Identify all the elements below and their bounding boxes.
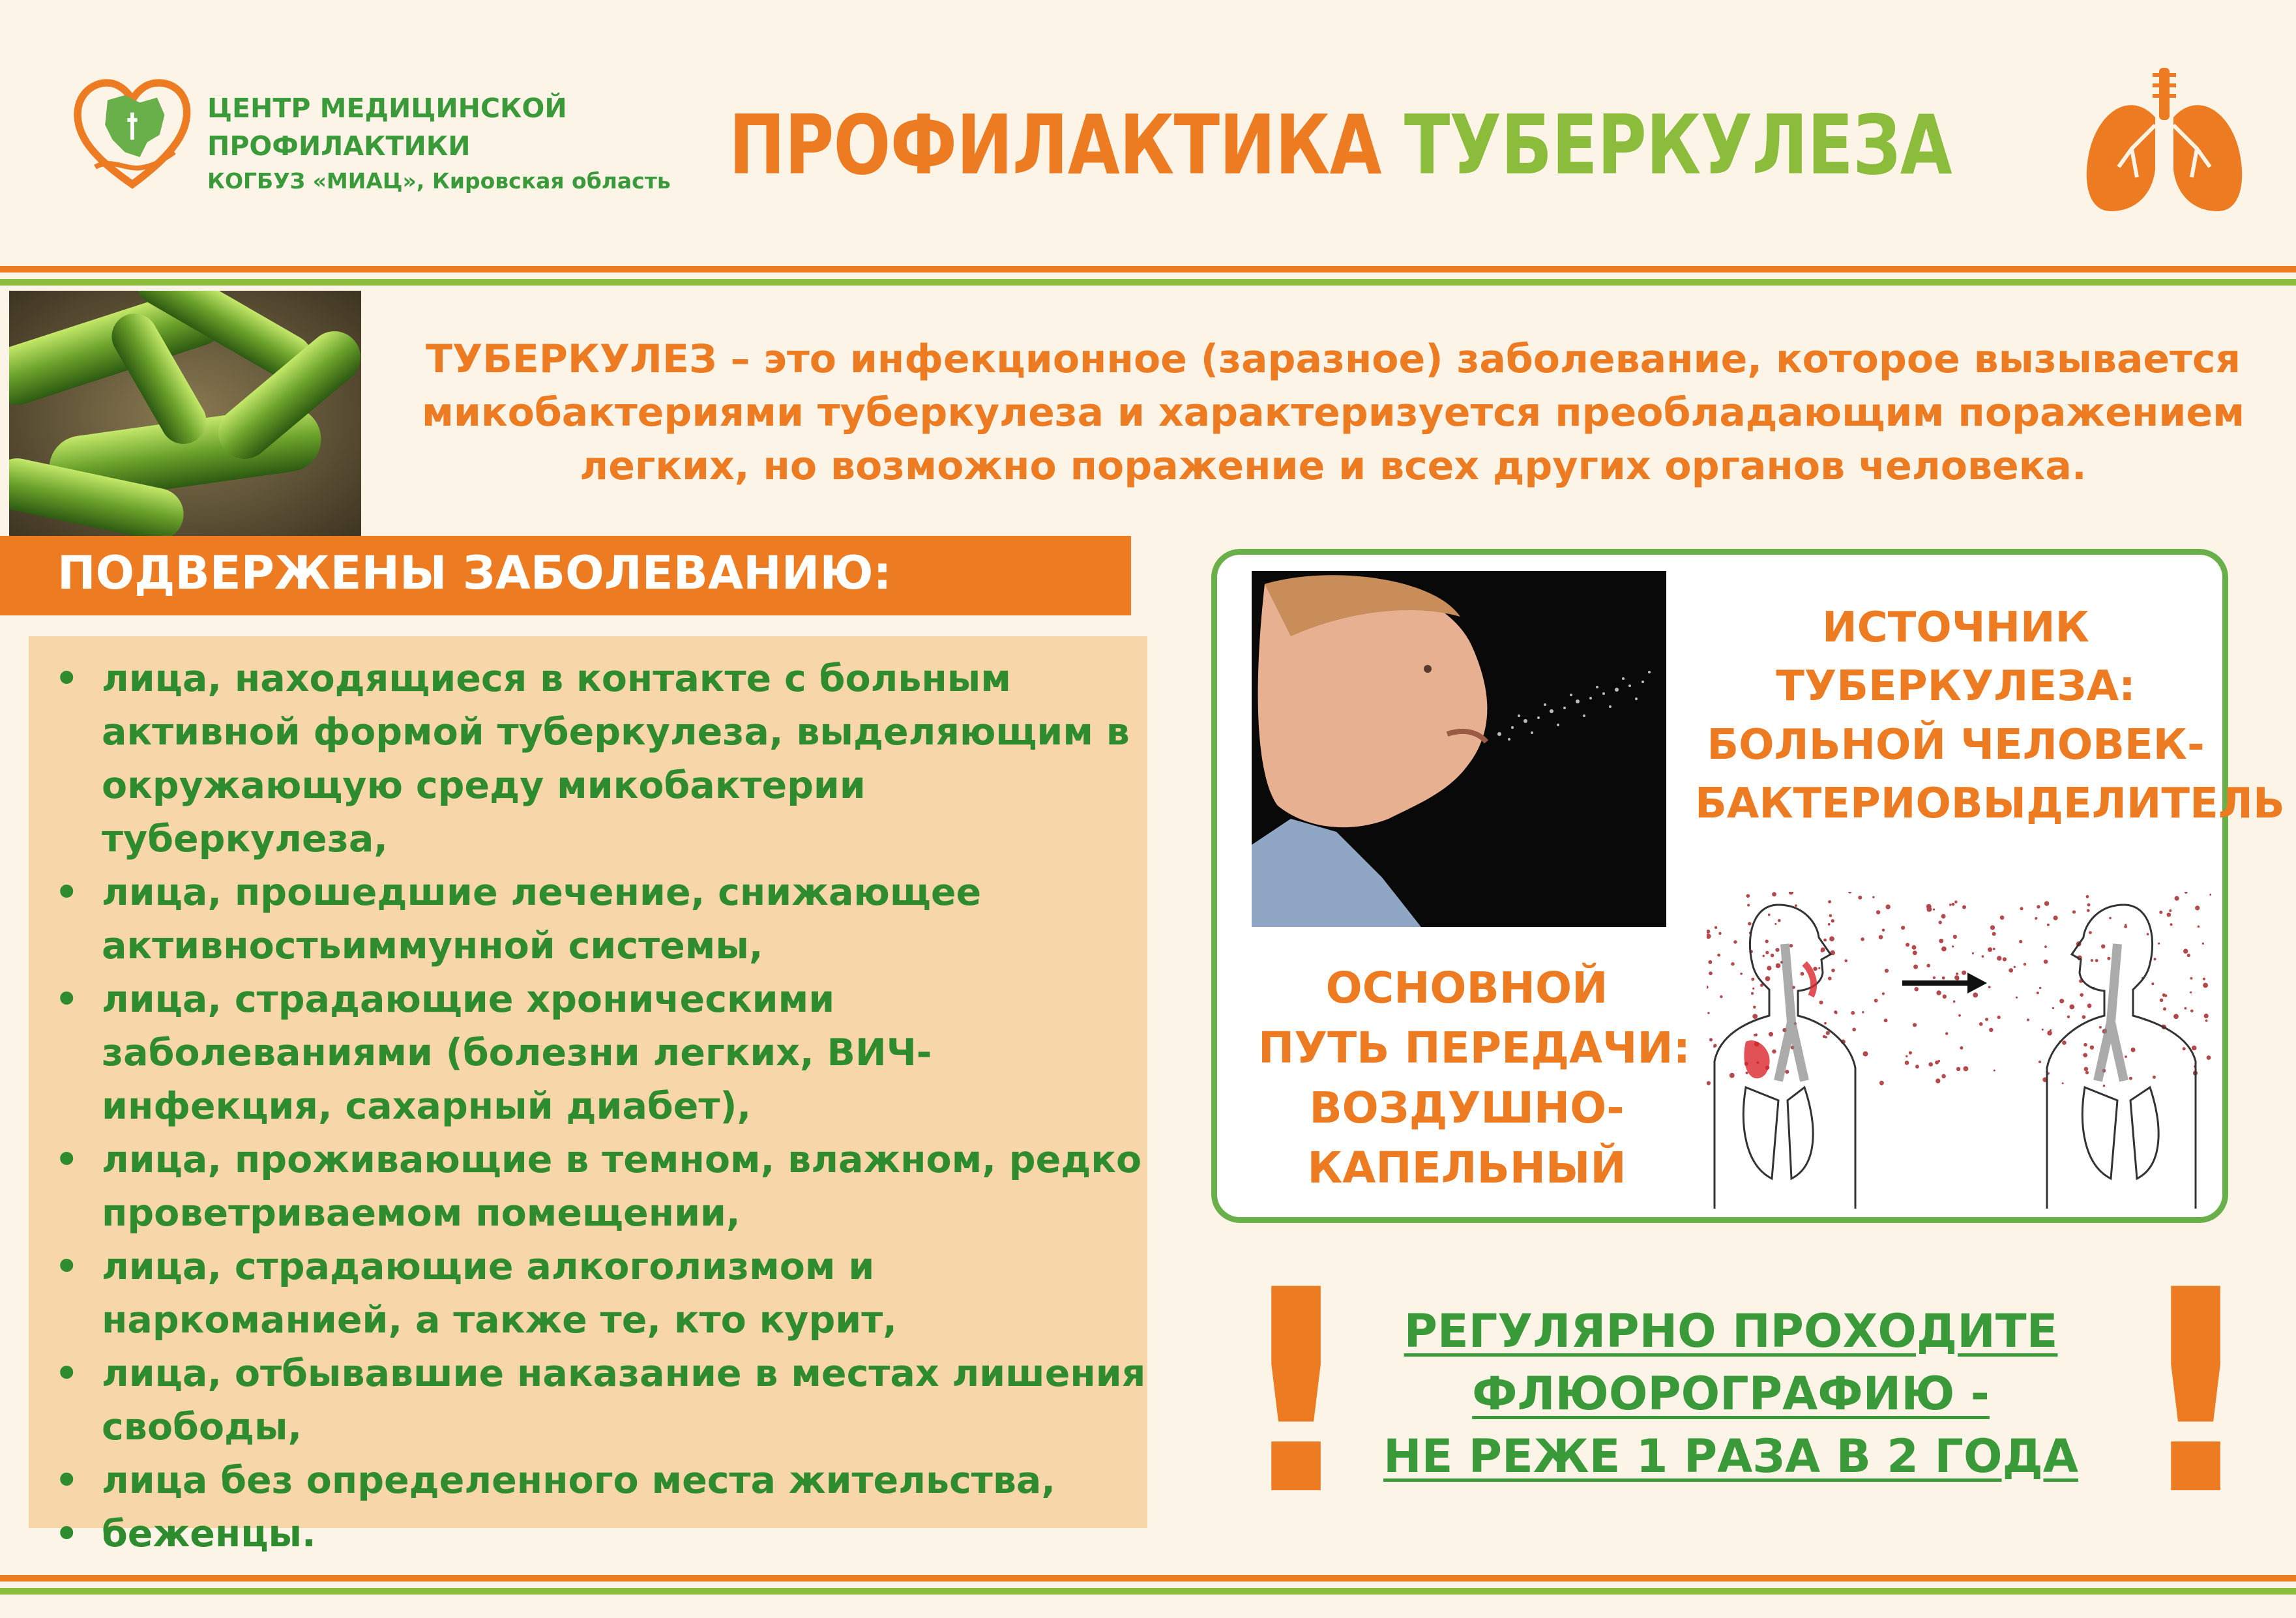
droplet [1901, 926, 1905, 930]
droplet [2205, 1020, 2208, 1022]
droplet [1863, 1052, 1868, 1057]
droplet [2131, 1048, 2136, 1052]
droplet [1751, 992, 1754, 995]
droplet [1862, 1011, 1864, 1013]
droplet [2103, 1085, 2106, 1087]
droplet [2192, 1046, 2197, 1051]
droplet [1945, 1032, 1948, 1035]
droplet [1748, 922, 1751, 925]
droplet [1752, 1014, 1758, 1019]
droplet [1886, 904, 1891, 909]
droplet [1831, 919, 1834, 922]
route-line: КАПЕЛЬНЫЙ [1307, 1143, 1626, 1193]
droplet [2190, 1010, 2194, 1013]
cta-line: ФЛЮОРОГРАФИЮ - [1472, 1367, 1990, 1420]
droplet [1755, 1033, 1758, 1036]
droplet [1939, 939, 1943, 943]
droplet [1988, 986, 1991, 988]
droplet [2082, 1015, 2086, 1019]
droplet [2072, 910, 2076, 913]
droplet [2086, 895, 2089, 898]
droplet [2107, 957, 2110, 960]
source-line: ТУБЕРКУЛЕЗА: [1776, 662, 2136, 711]
droplet [2129, 1077, 2132, 1080]
droplet [1941, 947, 1947, 952]
droplet [1774, 923, 1776, 925]
droplet [1746, 1072, 1748, 1074]
footer-stripe-green [0, 1588, 2296, 1595]
droplet [2202, 943, 2204, 945]
droplet [1913, 1023, 1917, 1027]
droplet [2090, 1046, 2094, 1050]
title-part-prophylaxis: ПРОФИЛАКТИКА [729, 97, 1381, 193]
droplet [2153, 1076, 2156, 1079]
droplet [1707, 1012, 1709, 1014]
droplet [2204, 1014, 2209, 1018]
droplet [2095, 959, 2098, 962]
droplet [2037, 905, 2040, 908]
droplet [2153, 958, 2156, 960]
droplet [1813, 967, 1817, 971]
droplet [1953, 1000, 1956, 1003]
droplet [1933, 909, 1935, 911]
droplet [2147, 933, 2149, 935]
droplet [1962, 905, 1966, 909]
droplet [1997, 956, 2001, 960]
droplet [2089, 931, 2092, 934]
list-item: • лица, находящиеся в контакте с больным активной формой туберкулеза, выделяющим в окружающую среду микобактерии туберкулеза, [51, 652, 1146, 866]
droplet [2014, 966, 2016, 968]
source-of-infection [1695, 598, 2285, 833]
droplet [2003, 957, 2007, 961]
droplet [1874, 999, 1878, 1003]
droplet [1926, 904, 1932, 909]
droplet [1765, 951, 1769, 954]
droplet [1801, 972, 1804, 976]
droplet [2087, 904, 2091, 907]
droplet [2052, 1007, 2054, 1009]
cta-line: РЕГУЛЯРНО ПРОХОДИТЕ [1404, 1304, 2058, 1358]
droplet [2170, 923, 2173, 926]
droplet [1994, 1070, 1995, 1072]
droplet [1990, 925, 1995, 930]
droplet [2125, 1055, 2127, 1058]
droplet [2195, 905, 2200, 910]
droplet [2024, 963, 2026, 965]
droplet [1926, 963, 1930, 967]
droplet [1979, 1022, 1983, 1026]
droplet [1905, 1061, 1909, 1065]
droplet [2099, 1026, 2102, 1029]
droplet [2190, 992, 2192, 993]
droplet [1876, 910, 1880, 914]
transmission-route [1258, 958, 1691, 1198]
droplet [1885, 969, 1889, 973]
droplet [1936, 990, 1941, 995]
droplet [1708, 960, 1712, 964]
droplet [1949, 904, 1952, 906]
droplet [1821, 949, 1824, 952]
droplet [2067, 1016, 2070, 1018]
page-title [729, 96, 1952, 194]
droplet [2020, 907, 2024, 910]
droplet [1795, 904, 1797, 907]
droplet [1973, 993, 1978, 998]
droplet [2083, 1043, 2087, 1047]
droplet [1992, 932, 1996, 936]
droplet [1956, 977, 1960, 980]
droplet [2047, 1031, 2052, 1036]
list-item: • лица, проживающие в темном, влажном, редко проветриваемом помещении, [51, 1133, 1146, 1240]
droplet [1997, 1016, 2001, 1019]
droplet [2163, 1007, 2166, 1010]
droplet [1720, 995, 1722, 998]
droplet [2042, 1029, 2044, 1031]
droplet [1960, 1046, 1963, 1050]
droplet [1884, 1019, 1888, 1023]
droplet [1824, 1022, 1827, 1025]
droplet [1831, 969, 1835, 973]
org-name-line1: ЦЕНТР МЕДИЦИНСКОЙ [207, 93, 567, 124]
droplet [2203, 978, 2205, 980]
droplet [2203, 983, 2208, 988]
droplet [1941, 914, 1946, 919]
droplet [1733, 940, 1737, 943]
cta-line: НЕ РЕЖЕ 1 РАЗА В 2 ГОДА [1383, 1430, 2079, 1483]
droplet [1938, 1060, 1941, 1063]
org-subtitle: КОГБУЗ «МИАЦ», Кировская область [207, 168, 671, 194]
droplet [1785, 1070, 1789, 1074]
droplet [2164, 994, 2167, 997]
droplet [1715, 926, 1717, 929]
droplet [2085, 1071, 2089, 1074]
droplet [1952, 903, 1955, 906]
droplet [1964, 1066, 1969, 1072]
droplet [2109, 917, 2112, 920]
droplet [2035, 917, 2037, 920]
droplet [2185, 1007, 2187, 1010]
droplet [1746, 894, 1750, 898]
droplet [2091, 959, 2093, 962]
list-item: • беженцы. [51, 1507, 1146, 1561]
droplet [2080, 993, 2083, 997]
droplet [2000, 915, 2005, 920]
droplet [2053, 916, 2058, 920]
droplet [1753, 1006, 1756, 1009]
droplet [1958, 1014, 1961, 1017]
droplet [2187, 954, 2190, 957]
droplet [1828, 923, 1831, 926]
header-stripe-orange [0, 266, 2296, 272]
droplet [1844, 960, 1847, 963]
droplet [2198, 926, 2200, 928]
droplet [1952, 945, 1954, 947]
lungs-icon [2080, 65, 2249, 222]
droplet [2087, 909, 2090, 912]
droplet [2207, 1055, 2211, 1060]
fluorography-call-to-action [1369, 1300, 2093, 1488]
droplet [2169, 909, 2171, 912]
droplet [2044, 960, 2048, 964]
droplet [2047, 924, 2050, 926]
droplet [1707, 1081, 1711, 1085]
droplet [1740, 973, 1743, 975]
droplet [1906, 943, 1909, 947]
droplet [2062, 1082, 2064, 1084]
droplet [1909, 1051, 1912, 1054]
org-name-line2: ПРОФИЛАКТИКИ [207, 130, 471, 162]
risk-group-title: ПОДВЕРЖЕНЫ ЗАБОЛЕВАНИЮ: [57, 546, 892, 600]
droplet [2083, 1053, 2087, 1057]
droplet [1819, 1001, 1823, 1005]
droplet [1713, 1046, 1715, 1048]
droplet [1751, 978, 1754, 981]
droplet [1729, 1073, 1735, 1078]
droplet [1882, 929, 1885, 932]
droplet [1982, 955, 1984, 958]
header-stripe-green [0, 279, 2296, 286]
list-item: • лица, страдающие алкоголизмом и наркоманией, а также те, кто курит, [51, 1240, 1146, 1347]
droplet [1915, 1065, 1919, 1068]
droplet [2173, 1014, 2179, 1019]
droplet [1762, 955, 1765, 958]
mycobacteria-image [9, 291, 361, 538]
droplet [1935, 1078, 1940, 1083]
droplet [1972, 952, 1974, 954]
droplet [1767, 966, 1771, 971]
droplet [1709, 971, 1713, 975]
droplet [1731, 962, 1734, 965]
droplet [1956, 973, 1958, 975]
droplet [2087, 1003, 2092, 1008]
droplet [2069, 1005, 2074, 1010]
droplet [1718, 932, 1721, 935]
list-item: • лица без определенного места жительства, [51, 1454, 1146, 1507]
droplet [2059, 999, 2064, 1003]
droplet [1928, 1062, 1933, 1066]
droplet [1747, 904, 1750, 907]
droplet [1775, 948, 1779, 952]
droplet [1823, 1035, 1826, 1038]
sneezing-man-photo [1252, 571, 1666, 927]
droplet [1913, 950, 1917, 955]
list-item: • лица, страдающие хроническими заболеваниями (болезни легких, ВИЧ- инфекция, сахарный диабет), [51, 973, 1146, 1133]
droplet [1912, 945, 1917, 950]
droplet [1772, 892, 1776, 896]
droplet [2044, 901, 2049, 905]
source-line: БОЛЬНОЙ ЧЕЛОВЕК- [1707, 721, 2205, 769]
droplet [1852, 1028, 1856, 1032]
droplet [2167, 913, 2171, 917]
droplet [2175, 896, 2179, 901]
title-part-tuberculosis: ТУБЕРКУЛЕЗА [1404, 97, 1952, 193]
droplet [1989, 1028, 1993, 1032]
droplet [1789, 944, 1793, 947]
droplet [2190, 977, 2193, 980]
droplet [1882, 992, 1885, 995]
droplet [2183, 1047, 2186, 1050]
droplet [1879, 935, 1883, 939]
list-item: • лица, отбывавшие наказание в местах лишения свободы, [51, 1347, 1146, 1454]
droplet [1851, 1011, 1855, 1015]
droplet [2159, 911, 2162, 914]
droplet [2016, 997, 2018, 999]
droplet [1772, 1050, 1776, 1053]
droplet [2019, 940, 2022, 943]
droplet [2009, 968, 2013, 973]
droplet [1906, 1055, 1907, 1057]
droplet [1818, 967, 1820, 969]
exclamation-mark-right: ! [2132, 1231, 2260, 1557]
droplet [1826, 1031, 1830, 1035]
exclamation-mark-left: ! [1232, 1231, 1361, 1557]
tuberculosis-definition: ТУБЕРКУЛЕЗ – это инфекционное (заразное) заболевание, которое вызывается микобактериями туберкулеза и характеризуется преобладающим поражением легких, но возможно поражение и всех других органов человека. [421, 336, 2245, 489]
droplet [1828, 977, 1832, 980]
droplet [1765, 939, 1769, 943]
route-line: ОСНОВНОЙ [1325, 963, 1608, 1013]
droplet [2044, 945, 2047, 948]
droplet [1956, 1067, 1960, 1071]
droplet [1776, 963, 1781, 969]
droplet [1941, 1074, 1946, 1079]
droplet [1858, 896, 1862, 900]
organization-logo [70, 70, 194, 194]
droplet [2084, 1067, 2089, 1072]
droplet [1942, 977, 1945, 980]
droplet [1771, 954, 1774, 958]
droplet [1829, 936, 1834, 941]
droplet [1752, 988, 1754, 990]
droplet [1943, 995, 1947, 999]
droplet [1913, 965, 1918, 969]
droplet [2027, 1019, 2029, 1022]
route-line: ВОЗДУШНО- [1309, 1083, 1625, 1133]
droplet [1778, 919, 1781, 922]
droplet [1954, 900, 1957, 903]
droplet [1988, 947, 1992, 952]
droplet [1835, 1012, 1838, 1014]
droplet [1717, 954, 1720, 957]
droplet [1872, 896, 1874, 898]
source-line: БАКТЕРИОВЫДЕЛИТЕЛЬ [1695, 780, 2285, 828]
droplet [1879, 1081, 1884, 1085]
droplet [1993, 948, 1995, 950]
airborne-transmission-diagram [1707, 892, 2211, 1209]
droplet [2151, 982, 2154, 985]
droplet [2160, 999, 2164, 1003]
droplet [1985, 1018, 1988, 1021]
droplet [2038, 1061, 2041, 1063]
droplet [2158, 943, 2160, 945]
droplet [2101, 945, 2105, 949]
risk-group-list [51, 652, 1146, 1561]
droplet [1861, 937, 1864, 941]
route-line: ПУТЬ ПЕРЕДАЧИ: [1258, 1023, 1691, 1073]
droplet [1765, 976, 1771, 981]
droplet [1829, 914, 1832, 917]
droplet [2183, 949, 2188, 953]
droplet [1933, 977, 1935, 979]
droplet [1823, 939, 1827, 942]
droplet [1768, 913, 1771, 916]
droplet [1828, 900, 1831, 904]
droplet [2039, 987, 2041, 989]
droplet [2037, 992, 2039, 994]
droplet [1769, 1032, 1773, 1037]
source-line: ИСТОЧНИК [1822, 604, 2089, 652]
droplet [1939, 920, 1942, 924]
droplet [1953, 935, 1957, 939]
footer-stripe-orange [0, 1575, 2296, 1581]
droplet [2062, 1040, 2067, 1045]
droplet [1709, 1038, 1713, 1041]
list-item: • лица, прошедшие лечение, снижающее активностьиммунной системы, [51, 866, 1146, 973]
droplet [2124, 925, 2127, 928]
droplet [1962, 971, 1966, 975]
droplet [1914, 987, 1919, 992]
